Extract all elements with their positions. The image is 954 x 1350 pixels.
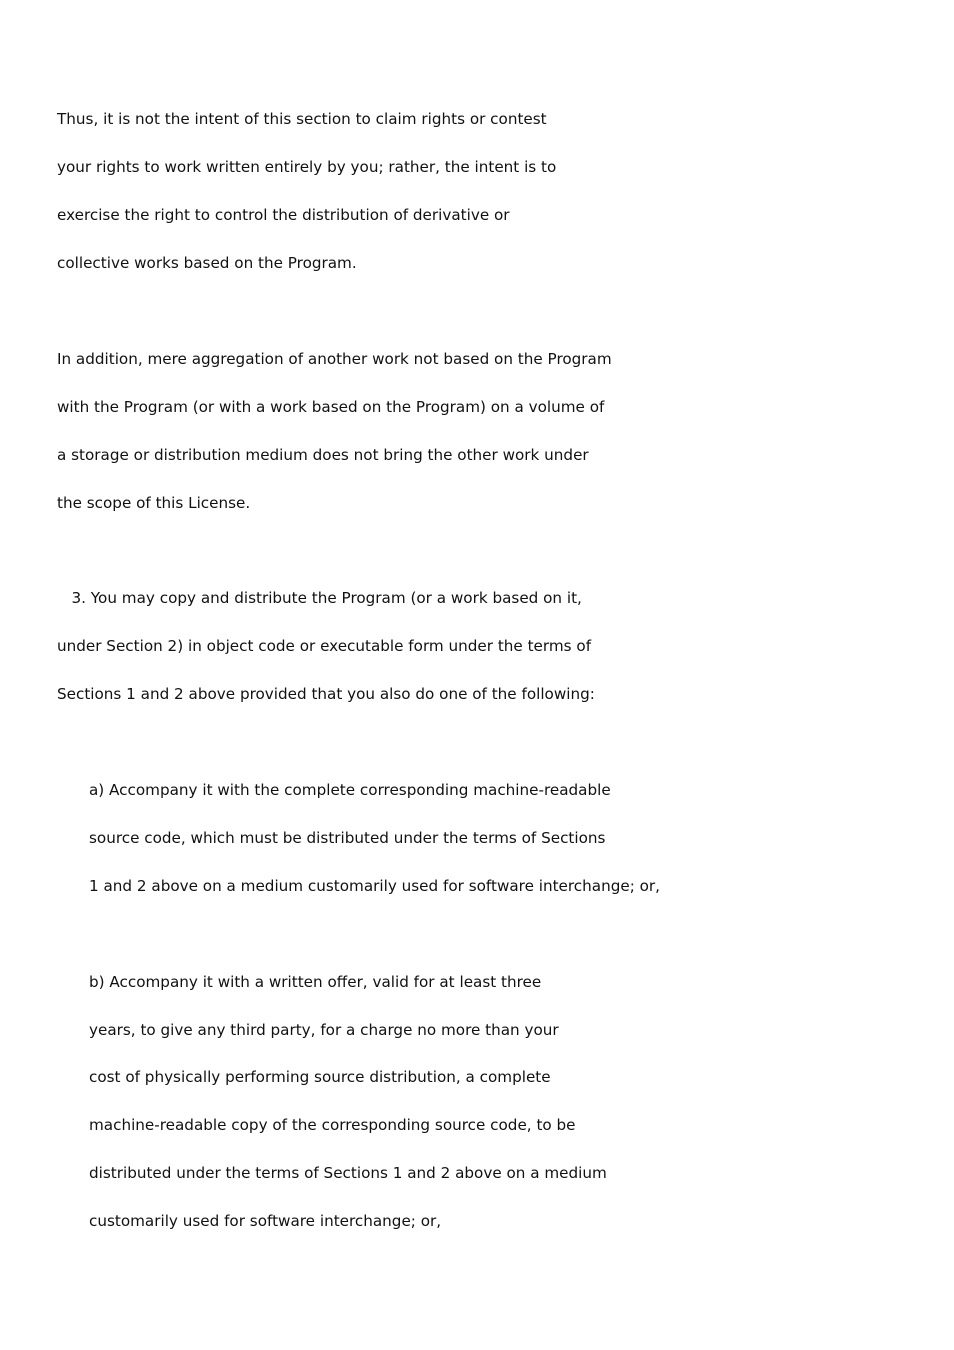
text-line: a storage or distribution medium does not bring the other work under (57, 446, 589, 464)
text-line: your rights to work written entirely by you; rather, the intent is to (57, 158, 557, 176)
text-line: Thus, it is not the intent of this section to claim rights or contest (57, 110, 547, 128)
text-line: cost of physically performing source distribution, a complete (89, 1068, 551, 1086)
text-line: the scope of this License. (57, 494, 251, 512)
text-line: years, to give any third party, for a charge no more than your (89, 1021, 559, 1039)
text-line: collective works based on the Program. (57, 254, 357, 272)
text-line: exercise the right to control the distribution of derivative or (57, 206, 510, 224)
text-line: with the Program (or with a work based on the Program) on a volume of (57, 398, 605, 416)
text-line: 3. You may copy and distribute the Program (or a work based on it, (57, 589, 582, 607)
text-line: customarily used for software interchange; or, (89, 1212, 442, 1230)
text-line: a) Accompany it with the complete corresponding machine-readable (89, 781, 611, 799)
text-line: machine-readable copy of the corresponding source code, to be (89, 1116, 576, 1134)
text-line: under Section 2) in object code or executable form under the terms of (57, 637, 592, 655)
text-line: source code, which must be distributed under the terms of Sections (89, 829, 606, 847)
text-line: 1 and 2 above on a medium customarily used for software interchange; or, (89, 877, 661, 895)
text-line: distributed under the terms of Sections 1 and 2 above on a medium (89, 1164, 607, 1182)
text-line: Sections 1 and 2 above provided that you also do one of the following: (57, 685, 595, 703)
text-line: b) Accompany it with a written offer, valid for at least three (89, 973, 542, 991)
text-line: In addition, mere aggregation of another work not based on the Program (57, 350, 612, 368)
